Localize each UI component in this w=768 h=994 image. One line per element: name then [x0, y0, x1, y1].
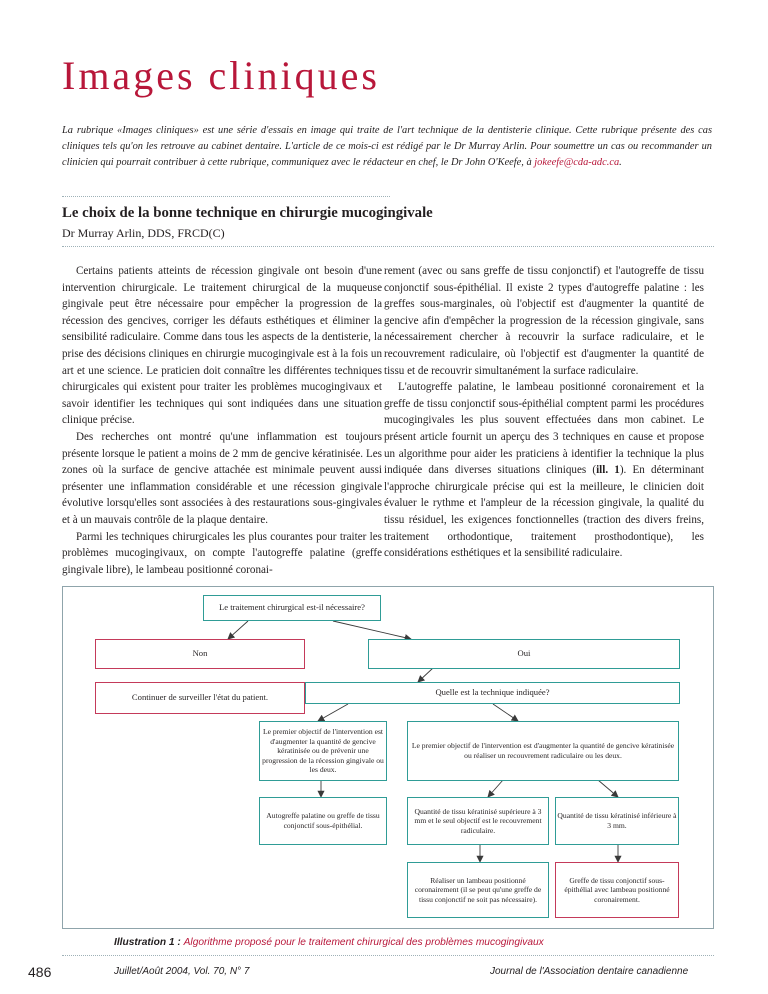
arrow-root-no	[228, 621, 248, 639]
arrow-technique-cover	[493, 704, 518, 721]
flow-node-result-flap: Réaliser un lambeau positionné coronairement (il se peut qu'une greffe de tissu conjonctif ne soit pas nécessaire).	[407, 862, 549, 918]
divider-footer	[62, 955, 714, 956]
journal-name: Journal de l'Association dentaire canadienne	[490, 966, 689, 977]
paragraph-text: ). En déterminant l'approche chirurgicale précise qui est la meilleure, le clinicien doit évaluer le rythme et l'ampleur de la récession gingivale, la qualité du tissu résiduel, les exigences fonctionnelles (traction des divers freins, traitement orthodontique, traitement prosthodontique), les considérations esthétiques et la sensibilité radiculaire.	[384, 464, 705, 560]
flow-node-monitor: Continuer de surveiller l'état du patient.	[95, 682, 305, 714]
intro-paragraph	[62, 123, 712, 171]
arrow-yes-technique	[418, 668, 433, 682]
arrow-cover-less	[598, 780, 618, 797]
flow-node-result-graft: Autogreffe palatine ou greffe de tissu conjonctif sous-épithélial.	[259, 797, 387, 845]
flowchart-figure	[62, 586, 714, 929]
article-column-right	[384, 263, 704, 562]
article-column-left	[62, 263, 382, 578]
divider-top	[62, 196, 390, 197]
caption-text: Algorithme proposé pour le traitement chirurgical des problèmes mucogingivaux	[183, 937, 544, 948]
article-title: Le choix de la bonne technique en chirurgie mucogingivale	[62, 205, 433, 221]
issue-info: Juillet/Août 2004, Vol. 70, N° 7	[114, 966, 250, 977]
paragraph: Parmi les techniques chirurgicales les plus courantes pour traiter les problèmes mucogingivaux, on compte l'autogreffe palatine (greffe gingivale libre), le lambeau positionné coronai-	[62, 530, 382, 576]
flow-node-yes: Oui	[368, 639, 680, 669]
paragraph: Des recherches ont montré qu'une inflammation est toujours présente lorsque le patient a moins de 2 mm de gencive kératinisée. Les zones où la surface de gencive attachée est minimale peuvent aussi présenter une inflammation considérable et une récession gingivale évolutive lorsqu'elles sont associées à des restaurations sous-gingivales et à un mauvais contrôle de la plaque dentaire.	[62, 430, 382, 526]
flow-node-no: Non	[95, 639, 305, 669]
flow-node-keratinized-more: Quantité de tissu kératinisé supérieure à 3 mm et le seul objectif est le recouvrement radiculaire.	[407, 797, 549, 845]
figure-caption	[114, 937, 544, 948]
paragraph: Certains patients atteints de récession gingivale ont besoin d'une intervention chirurgicale. Le traitement chirurgical de la muqueuse gingivale peut être nécessaire pour empêcher la progression de la récession des gencives, corriger les défauts esthétiques et éliminer la sensibilité radiculaire. Comme dans tous les aspects de la dentisterie, la prise des décisions cliniques en chirurgie mucogingivale est à la fois un art et une science. Le praticien doit connaître les différentes techniques chirurgicales qui existent pour traiter les problèmes mucogingivaux et savoir identifier les techniques qui sont indiquées dans une situation clinique précise.	[62, 265, 382, 427]
flow-node-goal-cover: Le premier objectif de l'intervention est d'augmenter la quantité de gencive kératinisée ou réaliser un recouvrement radiculaire ou les deux.	[407, 721, 679, 781]
arrow-root-yes	[333, 621, 411, 639]
article-author: Dr Murray Arlin, DDS, FRCD(C)	[62, 226, 225, 240]
flow-node-result-graft-flap: Greffe de tissu conjonctif sous-épithélial avec lambeau positionné coronairement.	[555, 862, 679, 918]
caption-label: Illustration 1 :	[114, 937, 181, 948]
intro-end: .	[619, 157, 622, 168]
paragraph	[384, 379, 704, 562]
paragraph-text: L'autogreffe palatine, le lambeau positionné coronairement et la greffe de tissu conjonctif sous-épithélial comptent parmi les procédures mucogingivales les plus souvent effectuées dans mon cabinet. Le présent article fournit un aperçu des 3 techniques en cause et propose un algorithme pour aider les praticiens à identifier la technique la plus indiquée dans diverses situations cliniques (	[384, 381, 704, 477]
flow-node-keratinized-less: Quantité de tissu kératinisé inférieure à 3 mm.	[555, 797, 679, 845]
intro-text: La rubrique «Images cliniques» est une série d'essais en image qui traite de l'art technique de la dentisterie clinique. Cette rubrique présente des cas cliniques tels qu'on les retrouve au cabinet dentaire. L'article de ce mois-ci est rédigé par le Dr Murray Arlin. Pour soumettre un cas ou recommander un clinicien qui pourrait contribuer à cette rubrique, communiquez avec le rédacteur en chef, le Dr John O'Keefe, à	[62, 125, 712, 168]
section-title: Images cliniques	[62, 53, 380, 98]
editor-email-link[interactable]: jokeefe@cda-adc.ca	[534, 157, 620, 168]
arrow-technique-increase	[318, 704, 348, 721]
page-number: 486	[28, 964, 52, 980]
arrow-cover-more	[488, 780, 503, 797]
paragraph: rement (avec ou sans greffe de tissu conjonctif) et l'autogreffe de tissu conjonctif sous-épithélial. Il existe 2 types d'autogreffe palatine : les greffes sous-marginales, où l'objectif est d'augmenter la quantité de gencive afin d'empêcher la progression de la récession gingivale, sans nécessairement chercher à recouvrir la surface radiculaire, et le recouvrement radiculaire, où l'objectif est d'augmenter la quantité de tissu et de recouvrir simultanément la surface radiculaire.	[384, 265, 704, 377]
flow-node-root: Le traitement chirurgical est-il nécessaire?	[203, 595, 381, 621]
figure-reference[interactable]: ill. 1	[596, 464, 620, 477]
flow-node-goal-increase: Le premier objectif de l'intervention est d'augmenter la quantité de gencive kératinisée ou de prévenir une progression de la récession gingivale ou les deux.	[259, 721, 387, 781]
divider-author	[62, 246, 714, 247]
flow-node-which-technique: Quelle est la technique indiquée?	[305, 682, 680, 704]
